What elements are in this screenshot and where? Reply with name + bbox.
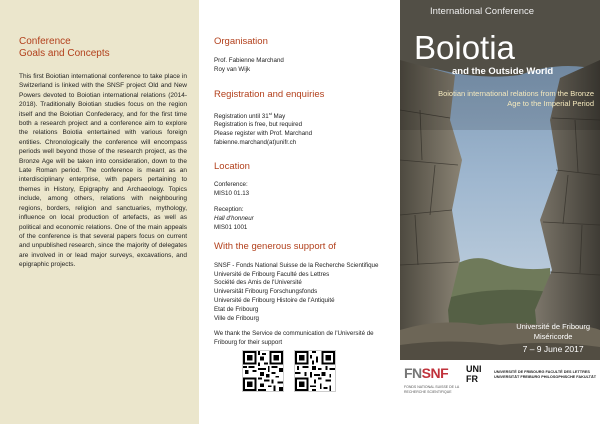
organisation-heading: Organisation — [214, 36, 268, 47]
organisation-list — [214, 57, 392, 75]
location-block — [214, 181, 392, 233]
registration-contact: Please register with Prof. Marchand — [214, 130, 313, 138]
snsf-logo: FNSNF — [404, 365, 449, 381]
reception-room: MIS01 1001 — [214, 223, 248, 231]
info-panel — [199, 0, 400, 424]
organiser: Prof. Fabienne Marchand — [214, 57, 284, 64]
location-heading: Location — [214, 160, 250, 172]
sponsor: SNSF - Fonds National Suisse de la Recherche Scientifique — [214, 261, 379, 269]
venue-building: Miséricorde — [533, 332, 573, 341]
conference-room: MIS10 01.13 — [214, 189, 250, 197]
goals-body: This first Boiotian international conference to take place in Switzerland is linked with the SNSF project Old and New Powers devoted to Boiotian international relations (2014-2018). Traditionally Boiotian studies focus on the region itself and the Boiotian Confederacy, and for the first time both a research project and a conference aim to explore the relations Boiotia entertained with various foreign entities. Chronologically the conference will encompass periods well beyond those of the research project, as the Bronze Age will be taken into consideration, down to the Late Roman period. The conference is meant as an interdisciplinary enterprise, with papers pertaining to themes in History, Epigraphy and Archaeology. Topics include, among others, relations with neighbouring regions, borders, religion and sanctuaries, mythology, influence on local production of artefacts, as well as political and economic relations. One of the main appeals of the conference is that several papers focus on current and unpublished research, since the majority of delegates are involved in or lead major surveys, excavations, and epigraphic projects. — [19, 73, 187, 269]
unifr-logo: UNI FR — [466, 364, 482, 384]
conference-dates: 7 – 9 June 2017 — [522, 344, 584, 354]
registration-block — [214, 110, 392, 148]
registration-free: Registration is free, but required — [214, 121, 303, 129]
goals-panel — [0, 0, 199, 424]
qr-code-icon[interactable] — [294, 350, 336, 392]
conference-label: International Conference — [430, 6, 535, 17]
goals-heading — [19, 36, 187, 60]
reception-label: Reception: — [214, 206, 244, 214]
venue-block — [516, 322, 590, 354]
sponsor: Ville de Fribourg — [214, 314, 259, 322]
reception-place: Hall d'honneur — [214, 215, 254, 223]
registration-email[interactable]: fabienne.marchand(at)unifr.ch — [214, 138, 297, 146]
thanks-note: We thank the Service de communication de l'Université de Fribourg for their support — [214, 330, 374, 347]
sponsor: Université de Fribourg Histoire de l'Antiquité — [214, 296, 335, 304]
registration-deadline: Registration until 31st May — [214, 110, 286, 120]
venue-university: Université de Fribourg — [516, 322, 590, 331]
cover-panel — [400, 0, 600, 424]
snsf-logo-caption: FONDS NATIONAL SUISSE DE LA RECHERCHE SCIENTIFIQUE — [404, 385, 460, 394]
logo-strip — [400, 360, 600, 424]
sponsor-list — [214, 262, 392, 324]
cover-tagline: Boiotian international relations from the Bronze Age to the Imperial Period — [438, 89, 594, 108]
cover-subtitle: and the Outside World — [452, 66, 554, 77]
organiser: Roy van Wijk — [214, 65, 251, 73]
sponsor: Etat de Fribourg — [214, 305, 259, 313]
cover-title: Boiotia — [414, 29, 515, 66]
goals-heading-line1: Conference — [19, 36, 71, 47]
qr-code-icon[interactable] — [242, 350, 284, 392]
sponsor: Universität Fribourg Forschungsfonds — [214, 288, 318, 296]
conference-label: Conference: — [214, 180, 248, 188]
sponsor: Université de Fribourg Faculté des Lettres — [214, 270, 330, 278]
support-heading: With the generous support of — [214, 240, 336, 252]
sponsor: Société des Amis de l'Université — [214, 279, 302, 287]
goals-heading-line2: Goals and Concepts — [19, 48, 110, 59]
unifr-faculty-text: UNIVERSITÉ DE FRIBOURG FACULTÉ DES LETTRES UNIVERSITÄT FREIBURG PHILOSOPHISCHE FAKULTÄT — [494, 370, 597, 379]
registration-heading: Registration and enquiries — [214, 88, 325, 100]
